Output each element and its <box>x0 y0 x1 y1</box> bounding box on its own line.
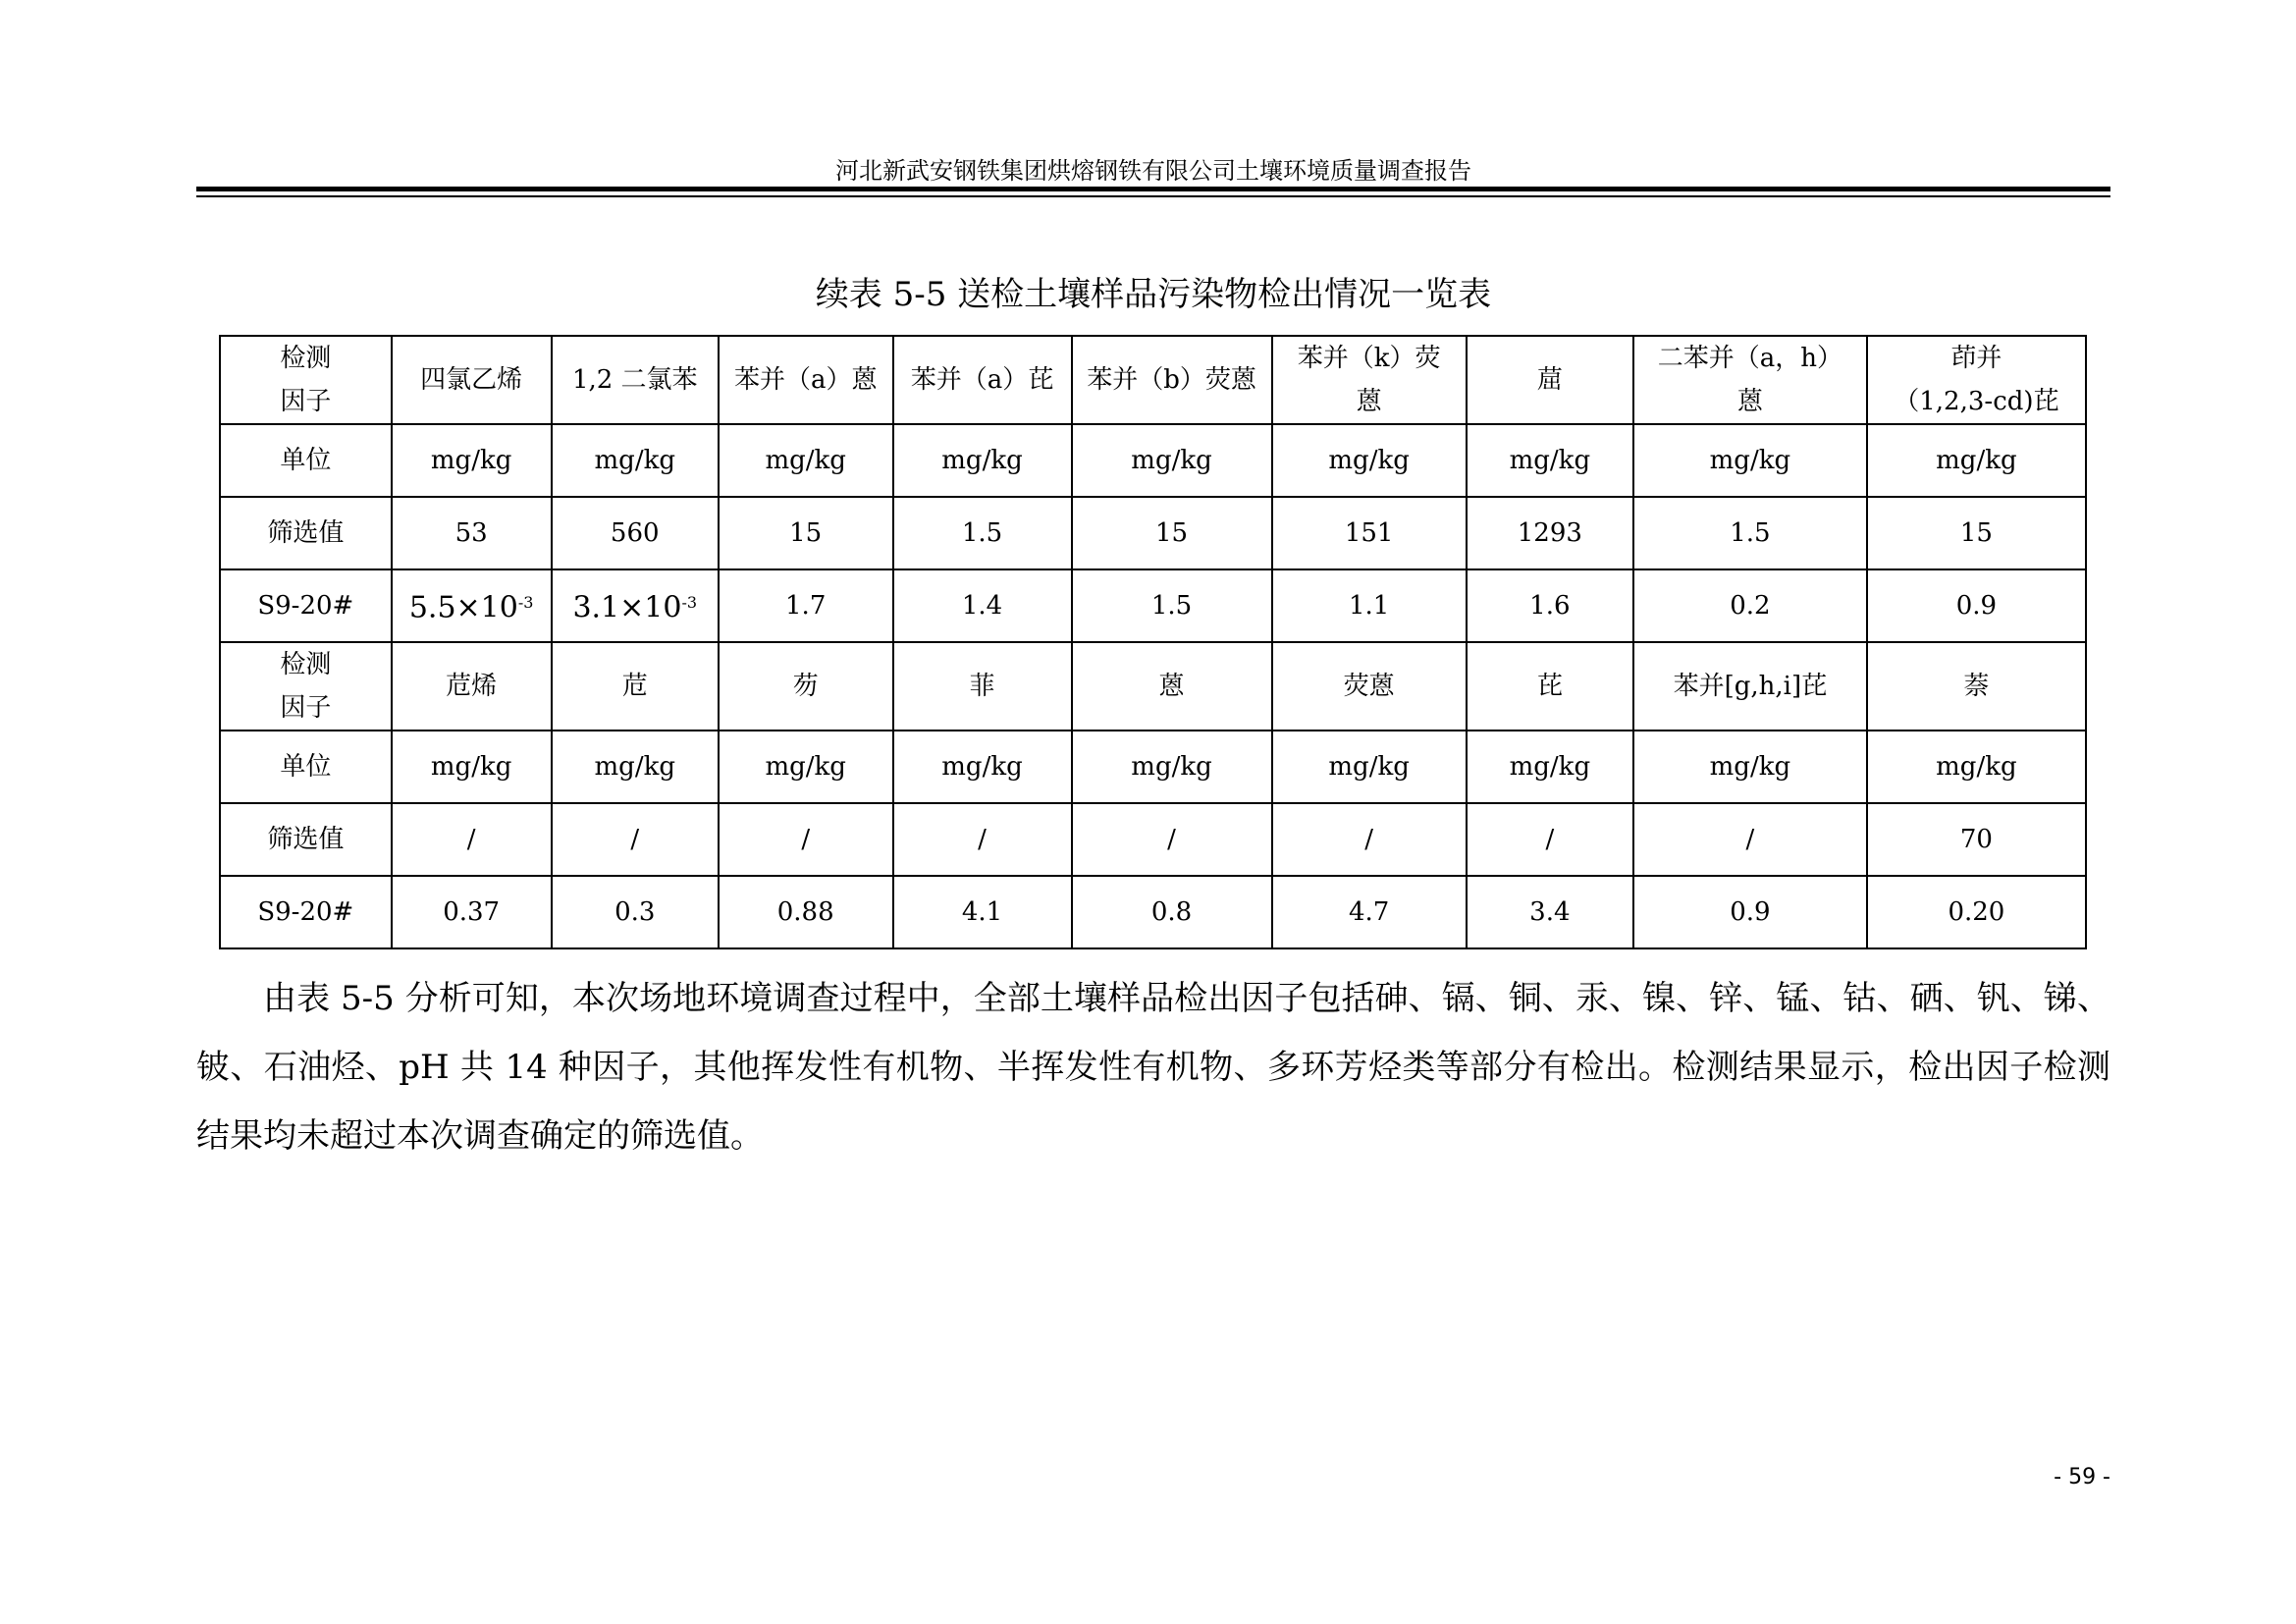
factor-cell <box>1272 336 1467 424</box>
unit-cell: mg/kg <box>719 731 893 803</box>
sample-value: 1.4 <box>961 591 1003 621</box>
screening-value-cell: 1.5 <box>1633 497 1867 569</box>
sample-value-cell: 0.3 <box>552 876 719 948</box>
factor-cell: 苯并[g,h,i]芘 <box>1633 642 1867 731</box>
unit-cell: mg/kg <box>1633 731 1867 803</box>
sample-value-cell <box>1272 569 1467 642</box>
factor-cell: 菲 <box>893 642 1072 731</box>
factor-cell: 芘 <box>1467 642 1633 731</box>
table-row <box>220 642 2086 731</box>
factor-name-line1: 䓛 <box>1536 365 1563 395</box>
sample-value-cell: 0.37 <box>392 876 552 948</box>
screening-value-cell: / <box>552 803 719 876</box>
factor-cell <box>392 336 552 424</box>
unit-cell: mg/kg <box>1867 731 2086 803</box>
screening-value-cell: 53 <box>392 497 552 569</box>
factor-name-line1: 苯并（a）芘 <box>910 365 1054 395</box>
row-label-sample: S9-20# <box>220 876 392 948</box>
screening-value-cell: / <box>392 803 552 876</box>
factor-cell: 荧蒽 <box>1272 642 1467 731</box>
factor-name-line1: 1,2 二氯苯 <box>571 365 698 395</box>
factor-cell <box>1867 336 2086 424</box>
screening-value-cell: / <box>893 803 1072 876</box>
sample-value-cell <box>552 569 719 642</box>
pollutant-detection-table <box>219 335 2087 949</box>
sample-value-cell: 0.8 <box>1072 876 1272 948</box>
sample-value-cell <box>1072 569 1272 642</box>
factor-cell <box>1633 336 1867 424</box>
sample-value-cell: 0.88 <box>719 876 893 948</box>
factor-cell <box>893 336 1072 424</box>
factor-name-line1: 茚并 <box>1950 344 2002 373</box>
factor-cell: 苊 <box>552 642 719 731</box>
factor-cell <box>1072 336 1272 424</box>
factor-name-line1: 二苯并（a，h） <box>1657 344 1843 373</box>
factor-cell <box>719 336 893 424</box>
unit-cell: mg/kg <box>1072 424 1272 497</box>
factor-name-line1: 苯并（b）荧蒽 <box>1087 365 1256 395</box>
row-label-unit: 单位 <box>220 731 392 803</box>
row-label-screening-value: 筛选值 <box>220 803 392 876</box>
sample-exponent: -3 <box>517 592 534 612</box>
unit-cell: mg/kg <box>392 731 552 803</box>
unit-cell: mg/kg <box>552 424 719 497</box>
sample-value-cell: 4.7 <box>1272 876 1467 948</box>
unit-cell: mg/kg <box>1633 424 1867 497</box>
sample-value-cell: 3.4 <box>1467 876 1633 948</box>
unit-cell: mg/kg <box>1467 424 1633 497</box>
sample-value: 0.2 <box>1730 591 1771 621</box>
sample-value-cell <box>1867 569 2086 642</box>
sample-value: 5.5×10 <box>408 590 518 625</box>
header-rule-thick <box>196 187 2110 191</box>
unit-cell: mg/kg <box>1272 731 1467 803</box>
factor-name-line1: 苯并（k）荧 <box>1297 344 1441 373</box>
sample-value: 1.7 <box>785 591 827 621</box>
screening-value-cell: / <box>1633 803 1867 876</box>
sample-value-cell <box>719 569 893 642</box>
unit-cell: mg/kg <box>1867 424 2086 497</box>
factor-name-line2: （1,2,3-cd)芘 <box>1894 387 2059 416</box>
table-row <box>220 497 2086 569</box>
header-rule-thin <box>196 195 2110 197</box>
unit-cell: mg/kg <box>552 731 719 803</box>
factor-name-line2: 蒽 <box>1356 387 1382 416</box>
analysis-paragraph: 由表 5-5 分析可知，本次场地环境调查过程中，全部土壤样品检出因子包括砷、镉、铜、汞、镍、锌、锰、钴、硒、钒、锑、铍、石油烃、pH 共 14 种因子，其他挥发性有机物、半挥发性有机物、多环芳烃类等部分有检出。检测结果显示，检出因子检测结果均未超过本次调查确定的筛选值。 <box>196 979 2110 1156</box>
table-row <box>220 569 2086 642</box>
screening-value-cell: 1.5 <box>893 497 1072 569</box>
factor-cell: 苊烯 <box>392 642 552 731</box>
screening-value-cell: 560 <box>552 497 719 569</box>
factor-name-line1: 苯并（a）蒽 <box>733 365 878 395</box>
screening-value-cell: 151 <box>1272 497 1467 569</box>
unit-cell: mg/kg <box>893 731 1072 803</box>
table-row <box>220 731 2086 803</box>
unit-cell: mg/kg <box>1272 424 1467 497</box>
sample-value: 1.6 <box>1529 591 1571 621</box>
table-row <box>220 803 2086 876</box>
unit-cell: mg/kg <box>1072 731 1272 803</box>
sample-value-cell <box>1633 569 1867 642</box>
screening-value-cell: 15 <box>1072 497 1272 569</box>
row-label-sample: S9-20# <box>220 569 392 642</box>
row-label-factor: 检测 因子 <box>220 642 392 731</box>
unit-cell: mg/kg <box>719 424 893 497</box>
unit-cell: mg/kg <box>392 424 552 497</box>
factor-name-line2: 蒽 <box>1736 387 1763 416</box>
sample-value-cell: 4.1 <box>893 876 1072 948</box>
sample-value-cell <box>1467 569 1633 642</box>
sample-value: 0.9 <box>1955 591 1998 621</box>
screening-value-cell: 15 <box>1867 497 2086 569</box>
sample-value-cell: 0.9 <box>1633 876 1867 948</box>
screening-value-cell: 15 <box>719 497 893 569</box>
table-row <box>220 336 2086 424</box>
factor-name-line1: 四氯乙烯 <box>420 365 523 395</box>
factor-cell: 蒽 <box>1072 642 1272 731</box>
table-row <box>220 876 2086 948</box>
table-row <box>220 424 2086 497</box>
table-caption: 续表 5-5 送检土壤样品污染物检出情况一览表 <box>815 275 1492 314</box>
screening-value-cell: 70 <box>1867 803 2086 876</box>
screening-value-cell: / <box>719 803 893 876</box>
sample-value: 1.5 <box>1150 591 1193 621</box>
sample-value-cell <box>893 569 1072 642</box>
factor-cell <box>552 336 719 424</box>
row-label-unit: 单位 <box>220 424 392 497</box>
factor-cell: 芴 <box>719 642 893 731</box>
unit-cell: mg/kg <box>893 424 1072 497</box>
sample-exponent: -3 <box>681 592 698 612</box>
row-label-screening-value: 筛选值 <box>220 497 392 569</box>
screening-value-cell: / <box>1072 803 1272 876</box>
sample-value-cell: 0.20 <box>1867 876 2086 948</box>
row-label-factor: 检测 因子 <box>220 336 392 424</box>
screening-value-cell: 1293 <box>1467 497 1633 569</box>
factor-cell: 萘 <box>1867 642 2086 731</box>
page-number: - 59 - <box>2054 1465 2110 1489</box>
screening-value-cell: / <box>1272 803 1467 876</box>
factor-cell <box>1467 336 1633 424</box>
screening-value-cell: / <box>1467 803 1633 876</box>
unit-cell: mg/kg <box>1467 731 1633 803</box>
sample-value: 3.1×10 <box>572 590 682 625</box>
page-header-title: 河北新武安钢铁集团烘熔钢铁有限公司土壤环境质量调查报告 <box>835 157 1471 185</box>
sample-value: 1.1 <box>1348 591 1390 621</box>
sample-value-cell <box>392 569 552 642</box>
